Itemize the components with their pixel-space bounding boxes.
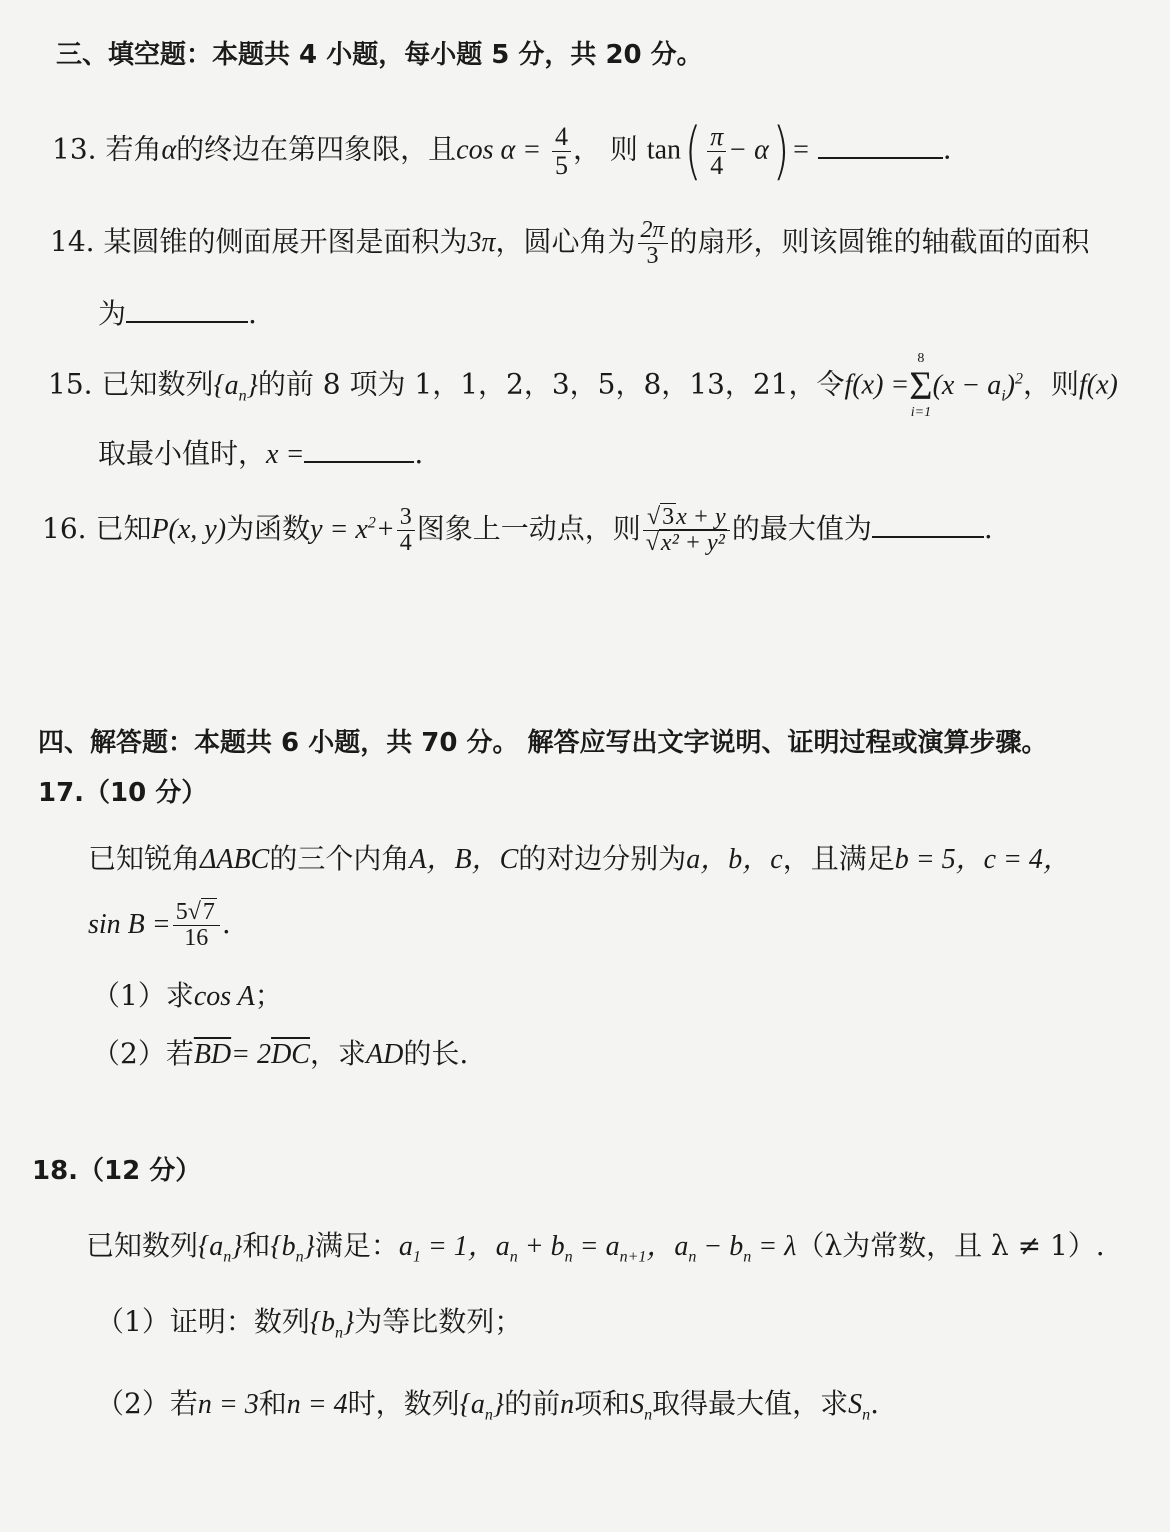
q16-point: P(x, y) xyxy=(151,514,227,546)
q14-text: ，圆心角为 xyxy=(495,225,636,259)
q15-text: ，则 xyxy=(1023,367,1080,401)
q14-text: 的扇形，则该圆锥的轴截面的面积 xyxy=(669,225,1090,259)
q13-cos: cos α = xyxy=(456,134,542,166)
q15-text: 已知数列 xyxy=(101,367,214,401)
question-17-part2: （2）若$\overline{BD}= 2\overline{DC}$，求AD的长. xyxy=(92,1037,469,1070)
q17-vector-dc: $\overline{DC}$ xyxy=(271,1039,310,1070)
q17-ad: AD xyxy=(365,1039,404,1070)
question-14-line2: 为 . xyxy=(98,297,257,330)
q15-fx2: f(x) xyxy=(1079,369,1118,401)
q13-inner-rest: − α xyxy=(728,134,769,166)
q15-answer-blank[interactable] xyxy=(304,460,414,463)
q15-seq: $\{a_n\}$ xyxy=(213,369,258,405)
q18-cond3: $a_n - b_n = \lambda$ xyxy=(674,1231,797,1266)
q17-cosA: cos A xyxy=(193,981,255,1012)
q18-cond1: $a_1 = 1$， xyxy=(398,1231,496,1266)
q16-text: 为函数 xyxy=(226,512,311,546)
q14-fraction: $\frac{2\pi}{3}$ xyxy=(638,218,668,269)
question-14 xyxy=(50,218,1090,269)
q17-vector-bd: $\overline{BD}$ xyxy=(193,1039,232,1070)
q13-text: 若角 xyxy=(105,132,162,166)
section-3-title: 三、填空题：本题共 4 小题，每小题 5 分，共 20 分。 xyxy=(56,40,703,70)
q16-text: 图象上一动点，则 xyxy=(416,512,641,546)
question-number: 15. xyxy=(48,367,93,401)
q14-answer-blank[interactable] xyxy=(126,320,248,323)
question-18-part1: （1）证明：数列$\{b_n\}$为等比数列； xyxy=(96,1305,523,1342)
question-17-line2: sin B = $\frac{5√7}{16}$ . xyxy=(88,899,231,952)
q13-tan: tan xyxy=(646,134,682,166)
q15-text: 取最小值时， xyxy=(98,437,267,470)
question-17-part1: （1）求cos A； xyxy=(92,979,283,1012)
q13-eq: = xyxy=(793,134,809,166)
q17-condition: b = 5，c = 4， xyxy=(894,844,1071,875)
question-17-header: 17.（10 分） xyxy=(38,778,208,808)
q15-text: 的前 8 项为 1，1，2，3，5，8，13，21，令 xyxy=(257,367,845,401)
question-16: 16. 已知P(x, y)为函数$y = x^2+$ $\frac{3}{4}$ 图象上一动点，则 $\frac{√3x + y}{\text{√x² + y²}}$ 的最大值为 . xyxy=(42,504,993,557)
q13-fraction: $\frac{4}{5}$ xyxy=(552,123,571,179)
question-17-line1: 已知锐角ΔABC的三个内角A，B，C的对边分别为a，b，c，且满足b = 5，c = 4， xyxy=(88,842,1071,875)
q14-text: 某圆锥的侧面展开图是面积为 xyxy=(103,225,468,259)
question-number: 14. xyxy=(50,225,95,259)
q16-fraction: $\frac{3}{4}$ xyxy=(397,505,415,556)
question-18-part2: （2）若n = 3和n = 4时，数列$\{a_n\}$的前n项和$S_n$取得最大值，求$S_n$. xyxy=(96,1387,880,1424)
q13-inner-fraction: $\frac{\pi}{4}$ xyxy=(707,123,726,179)
section-4-title: 四、解答题：本题共 6 小题，共 70 分。 解答应写出文字说明、证明过程或演算步骤。 xyxy=(38,728,1048,758)
q16-text: 的最大值为 xyxy=(731,512,872,546)
q16-answer-blank[interactable] xyxy=(872,535,984,538)
q13-text: 的终边在第四象限，且 xyxy=(176,132,457,166)
q14-text: 为 xyxy=(98,297,127,330)
q16-text: 已知 xyxy=(95,512,152,546)
q17-fraction: $\frac{5√7}{16}$ xyxy=(173,900,220,951)
q16-expression: $\frac{√3x + y}{\text{√x² + y²}}$ xyxy=(643,505,730,556)
q13-text: ， 则 xyxy=(573,132,638,166)
q13-alpha: α xyxy=(161,134,177,166)
question-number: 13. xyxy=(52,132,97,166)
q18-cond2: $a_n + b_n = a_{n+1}$， xyxy=(495,1231,675,1266)
q17-angles: A，B，C xyxy=(409,844,519,875)
q15-xeq: x = xyxy=(266,439,305,470)
question-15 xyxy=(48,352,1118,420)
q14-area: 3π xyxy=(467,227,496,259)
q17-sides: a，b，c xyxy=(686,844,783,875)
question-18-header: 18.（12 分） xyxy=(32,1156,202,1186)
q13-answer-blank[interactable] xyxy=(818,156,943,159)
question-15-line2: 取最小值时，x = . xyxy=(98,437,424,470)
q15-fx: f(x) = xyxy=(844,369,910,401)
q15-sum-body: $(x - a_i)^2$ xyxy=(932,369,1023,405)
q16-func: $y = x^2+$ xyxy=(310,514,395,546)
question-number: 16. xyxy=(42,512,87,546)
q17-sinB: sin B = xyxy=(88,909,171,941)
question-13: 13. 若角α的终边在第四象限，且cos α = $\frac{4}{5}$ ， 则 tan( $\frac{\pi}{4}$ − α) = . xyxy=(52,114,952,187)
question-18-line1: 已知数列$\{a_n\}$和$\{b_n\}$满足：$a_1 = 1$，$a_n + b_n = a_{n+1}$，$a_n - b_n = \lambda(\lambda$为常数，且 λ ≠ 1）. xyxy=(86,1229,1105,1266)
q17-triangle: ΔABC xyxy=(200,844,270,875)
q15-sigma: 8 Σ i=1 xyxy=(909,351,933,420)
